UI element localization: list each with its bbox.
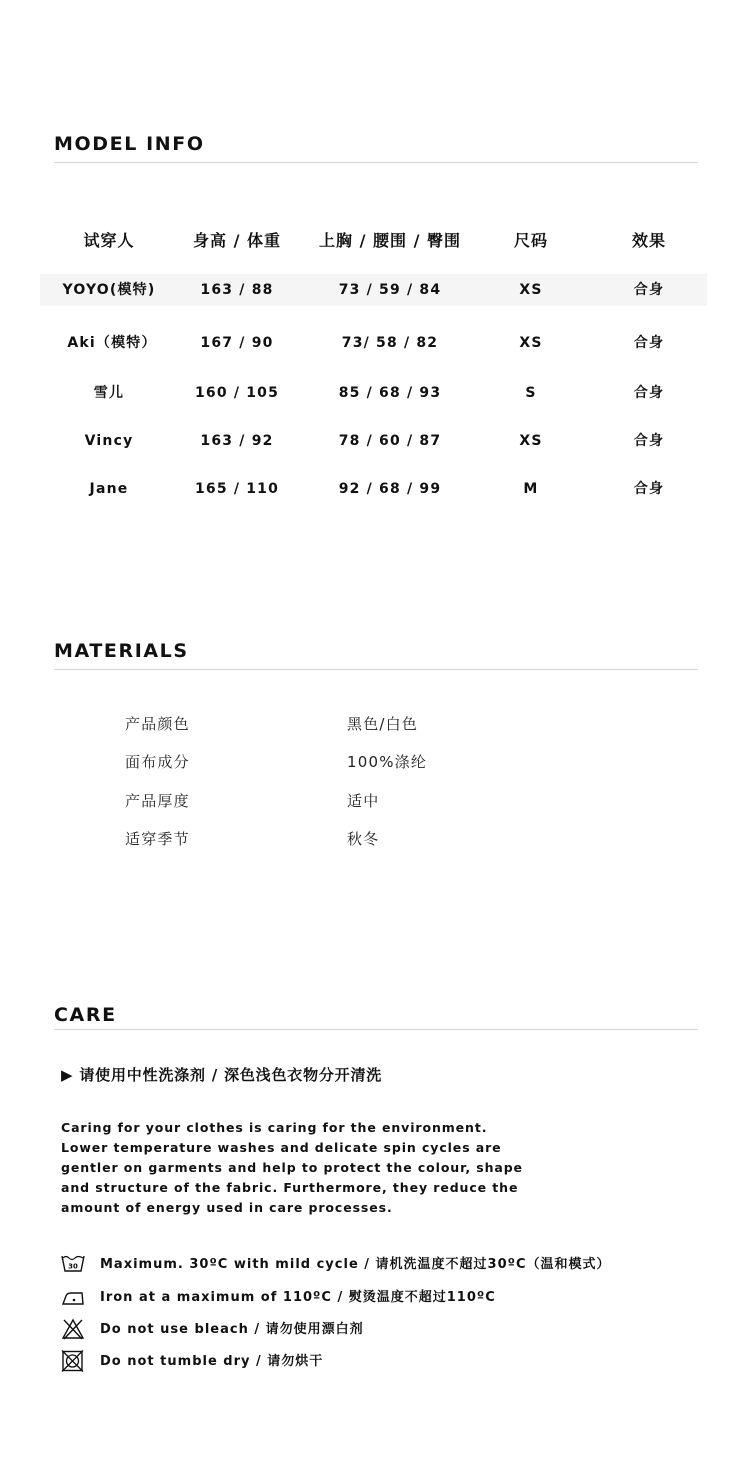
header-size: 尺码 [513,231,549,250]
cell-measurements: 73 / 59 / 84 [338,282,442,298]
material-value: 100%涤纶 [347,753,428,771]
cell-height-weight: 167 / 90 [200,335,274,351]
care-bullet-text: 请使用中性洗涤剂 / 深色浅色衣物分开清洗 [79,1066,383,1084]
care-paragraph-line: Caring for your clothes is caring for the environment. [61,1120,488,1135]
cell-tester: Jane [89,481,129,497]
material-value: 黑色/白色 [347,715,419,733]
cell-tester: Vincy [84,433,134,449]
table-header-row [40,225,707,257]
care-title: CARE [54,1004,117,1026]
cell-size: XS [519,282,543,298]
no-bleach-icon [61,1318,85,1340]
cell-size: XS [519,335,543,351]
cell-tester: 雪儿 [93,385,125,401]
cell-size: M [523,481,539,497]
care-paragraph [61,1118,523,1218]
table-row [40,327,707,359]
header-tester: 试穿人 [83,231,135,250]
material-label: 面布成分 [125,753,190,771]
cell-height-weight: 163 / 92 [200,433,274,449]
care-instruction-text: Do not tumble dry / 请勿烘干 [100,1354,324,1369]
material-value: 秋冬 [347,830,380,848]
cell-height-weight: 160 / 105 [194,385,280,401]
cell-height-weight: 165 / 110 [194,481,280,497]
care-paragraph-line: gentler on garments and help to protect the colour, shape [61,1160,523,1175]
triangle-bullet-icon: ▶ [61,1066,74,1084]
care-instruction-text: Iron at a maximum of 110ºC / 熨烫温度不超过110ºC [100,1290,496,1305]
cell-size: S [525,385,537,401]
cell-size: XS [519,433,543,449]
care-divider [54,1029,698,1030]
table-row [40,425,707,457]
svg-text:30: 30 [68,1262,78,1271]
cell-measurements: 73/ 58 / 82 [341,335,439,351]
cell-fit: 合身 [633,481,665,497]
header-measurements: 上胸 / 腰围 / 臀围 [319,231,461,250]
care-paragraph-line: amount of energy used in care processes. [61,1200,393,1215]
material-value: 适中 [347,792,380,810]
cell-fit: 合身 [633,433,665,449]
cell-tester: Aki（模特） [67,335,157,351]
header-height-weight: 身高 / 体重 [193,231,281,250]
cell-fit: 合身 [633,335,665,351]
table-row [40,473,707,505]
cell-measurements: 78 / 60 / 87 [338,433,442,449]
cell-fit: 合身 [633,385,665,401]
material-label: 产品颜色 [125,715,190,733]
table-row [40,377,707,409]
no-tumble-dry-icon [61,1350,85,1372]
material-label: 适穿季节 [125,830,190,848]
material-label: 产品厚度 [125,792,190,810]
iron-icon [61,1286,85,1308]
care-instruction-text: Do not use bleach / 请勿使用漂白剂 [100,1322,364,1337]
table-row [40,274,707,306]
cell-tester: YOYO(模特) [62,282,156,298]
materials-title: MATERIALS [54,640,189,662]
care-instruction-text: Maximum. 30ºC with mild cycle / 请机洗温度不超过30ºC（温和模式） [100,1257,611,1272]
cell-measurements: 92 / 68 / 99 [338,481,442,497]
materials-divider [54,669,698,670]
care-paragraph-line: Lower temperature washes and delicate spin cycles are [61,1140,502,1155]
cell-height-weight: 163 / 88 [200,282,274,298]
model-info-divider [54,162,698,163]
care-paragraph-line: and structure of the fabric. Furthermore, they reduce the [61,1180,519,1195]
care-bullet [61,1064,382,1085]
model-info-title: MODEL INFO [54,133,205,155]
cell-fit: 合身 [633,282,665,298]
cell-measurements: 85 / 68 / 93 [338,385,442,401]
wash-30-icon [61,1253,85,1275]
header-fit: 效果 [631,231,667,250]
